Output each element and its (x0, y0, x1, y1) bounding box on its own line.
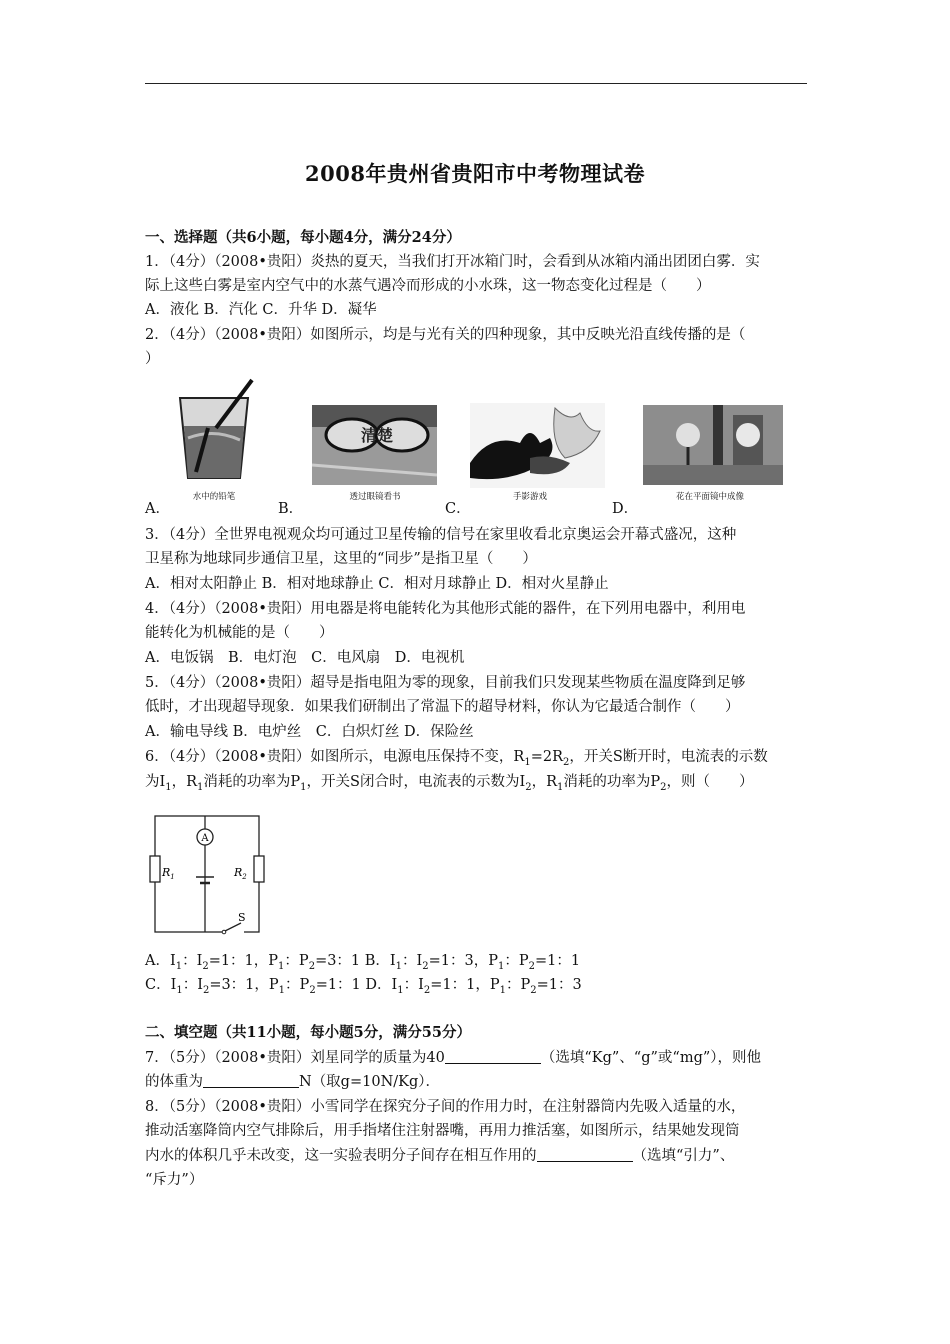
q3-line-2: 卫星称为地球同步通信卫星，这里的“同步”是指卫星（ ） (145, 551, 537, 567)
q8-line-1: 8．（5分）（2008•贵阳）小雪同学在探究分子间的作用力时，在注射器筒内先吸入适量的水， (145, 1099, 746, 1115)
section-2-heading: 二、填空题（共11小题，每小题5分，满分55分） (145, 1024, 471, 1041)
glasses-photo (312, 405, 437, 485)
circuit-diagram (148, 810, 266, 940)
caption-glasses: 透过眼镜看书 (349, 492, 401, 502)
q8-blank[interactable] (537, 1147, 633, 1162)
q3-line-1: 3．（4分）全世界电视观众均可通过卫星传输的信号在家里收看北京奥运会开幕式盛况，这种 (145, 527, 737, 543)
q4-options: A．电饭锅 B．电灯泡 C．电风扇 D．电视机 (145, 650, 465, 666)
q4-line-1: 4．（4分）（2008•贵阳）用电器是将电能转化为其他形式能的器件，在下列用电器中，利用电 (145, 601, 746, 617)
svg-text:A: A (201, 833, 209, 844)
q5-line-2: 低时，才出现超导现象．如果我们研制出了常温下的超导材料，你认为它最适合制作（ ） (145, 699, 740, 715)
caption-hand-shadow: 手影游戏 (512, 492, 547, 502)
q8-line-4: “斥力”） (145, 1172, 204, 1188)
header-rule (145, 83, 807, 84)
pencil-in-water-photo (168, 378, 260, 488)
q2-option-b: B． (278, 501, 304, 517)
svg-text:R2: $R_2$ (234, 866, 247, 881)
q1-line-1: 1．（4分）（2008•贵阳）炎热的夏天，当我们打开冰箱门时，会看到从冰箱内涌出团团白雾．实 (145, 254, 760, 270)
q5-options: A．输电导线 B．电炉丝 C．白炽灯丝 D．保险丝 (145, 724, 474, 740)
hand-shadow-photo (470, 403, 605, 488)
section-1-heading: 一、选择题（共6小题，每小题4分，满分24分） (145, 229, 461, 246)
caption-mirror: 花在平面镜中成像 (675, 492, 744, 502)
glasses-text: 清楚 (360, 426, 394, 445)
q5-line-1: 5．（4分）（2008•贵阳）超导是指电阻为零的现象，目前我们只发现某些物质在温度降到足够 (145, 675, 746, 691)
caption-pencil: 水中的铅笔 (192, 492, 236, 502)
mirror-photo (643, 405, 783, 485)
q1-options: A．液化 B．汽化 C．升华 D．凝华 (145, 302, 377, 318)
q2-line-1: 2．（4分）（2008•贵阳）如图所示，均是与光有关的四种现象，其中反映光沿直线传播的是（ (145, 327, 746, 343)
q8-line-2: 推动活塞降筒内空气排除后，用手指堵住注射器嘴，再用力推活塞，如图所示，结果她发现筒 (145, 1123, 740, 1139)
resistor-r1-icon (150, 856, 160, 882)
q2-option-d: D． (612, 501, 639, 517)
q2-option-c: C． (445, 501, 471, 517)
q2-line-2: ） (145, 351, 160, 367)
q7-blank-2[interactable] (203, 1073, 299, 1088)
q6-line-2: 为$I_1$，$R_1$消耗的功率为$P_1$，开关S闭合时，电流表的示数为$I_2$，$R_1$消耗的功率为$P_2$，则（ ） (145, 774, 754, 793)
q7-line-1: 7．（5分）（2008•贵阳）刘星同学的质量为40 （选填“Kg”、“g”或“mg”），则他 (145, 1050, 762, 1066)
q6-options-ab: A．$I_1$：$I_2=1$：1，$P_1$：$P_2=3$：1 B．$I_1$：$I_2=1$：3，$P_1$：$P_2=1$：1 (145, 953, 581, 972)
resistor-r2-icon (254, 856, 264, 882)
q6-line-1: 6．（4分）（2008•贵阳）如图所示，电源电压保持不变，$R_1=2R_2$，开关S断开时，电流表的示数 (145, 749, 768, 768)
q1-line-2: 际上这些白雾是室内空气中的水蒸气遇冷而形成的小水珠，这一物态变化过程是（ ） (145, 278, 711, 294)
svg-text:S: S (238, 911, 246, 924)
page-title: 2008年贵州省贵阳市中考物理试卷 (305, 161, 645, 186)
q3-options: A．相对太阳静止 B．相对地球静止 C．相对月球静止 D．相对火星静止 (145, 576, 609, 592)
q4-line-2: 能转化为机械能的是（ ） (145, 625, 334, 641)
q7-blank-1[interactable] (445, 1049, 541, 1064)
q2-option-a: A． (145, 501, 170, 517)
svg-text:R1: $R_1$ (162, 866, 175, 881)
q6-options-cd: C．$I_1$：$I_2=3$：1，$P_1$：$P_2=1$：1 D．$I_1$：$I_2=1$：1，$P_1$：$P_2=1$：3 (145, 977, 582, 996)
q8-line-3: 内水的体积几乎未改变，这一实验表明分子间存在相互作用的 （选填“引力”、 (145, 1148, 735, 1164)
q7-line-2: 的体重为 N（取g=10N/Kg）． (145, 1074, 441, 1090)
